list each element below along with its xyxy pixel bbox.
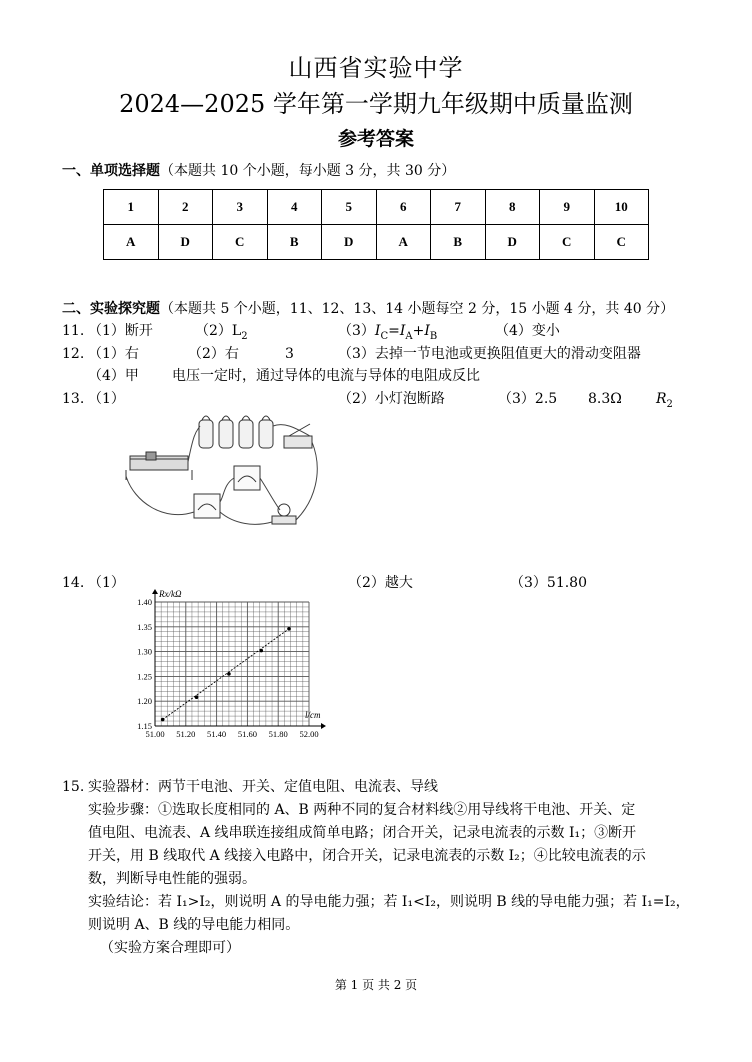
q11-sub-b: B [429,330,438,342]
answer-table-numbers-row [104,190,649,225]
table-cell: C [540,225,595,260]
y-tick-label: 1.30 [137,646,152,657]
table-cell: 6 [376,190,431,225]
x-tick-label: 51.40 [207,729,227,739]
q15-line-2: 实验步骤：①选取长度相同的 A、B 两种不同的复合材料线②用导线将干电池、开关、定 [88,802,636,818]
table-cell: 5 [322,190,377,225]
exam-title: 2024—2025 学年第一学期九年级期中质量监测 [119,90,633,118]
chart-ticks [137,597,318,739]
q11-answer-4: （4）变小 [495,323,560,339]
q14-answer-2: （2）越大 [348,575,413,591]
q15-line-4: 开关，用 B 线取代 A 线接入电路中，闭合开关，记录电流表的示数 I₂；④比较电流表的示 [88,848,646,864]
rheostat [126,452,192,480]
q13-answer-1: （1） [88,391,125,407]
section2-title: 二、实验探究题 [62,301,160,317]
battery-pack [199,416,273,448]
y-axis-arrow [152,589,158,594]
q13-r-sub: 2 [666,398,673,410]
q12-answer-2b: 3 [285,346,294,362]
q11-eq: =I [388,323,406,339]
q15-line-5: 数，判断导电性能的强弱。 [88,871,256,887]
table-cell: A [376,225,431,260]
chart-xlabel: l/cm [305,710,321,720]
table-cell: D [485,225,540,260]
q13-r: R [656,391,667,407]
x-tick-label: 51.60 [237,729,257,739]
q11-answer-2-sub: 2 [241,330,248,342]
section1-note: （本题共 10 个小题，每小题 3 分，共 30 分） [160,163,456,179]
q11-answer-1: （1）断开 [88,323,153,339]
table-cell: 9 [540,190,595,225]
data-point [161,718,165,722]
data-point [227,672,231,676]
q13-answer-3c [656,388,673,416]
answer-table-answers-row [104,225,649,260]
q15-line-3: 值电阻、电流表、A 线串联连接组成简单电路；闭合开关，记录电流表的示数 I₁；③断开 [88,825,637,841]
q15-line-1: 实验器材：两节干电池、开关、定值电阻、电流表、导线 [88,779,438,795]
answer-table [103,189,649,260]
section2-note: （本题共 5 个小题，11、12、13、14 小题每空 2 分，15 小题 4 分，共 40 分） [160,301,675,317]
data-point [195,695,199,699]
school-title: 山西省实验中学 [288,54,464,82]
table-cell: 2 [158,190,213,225]
q15-line-6: 实验结论：若 I₁>I₂，则说明 A 的导电能力强；若 I₁<I₂，则说明 B 线的导电能力强；若 I₁=I₂， [88,894,690,910]
table-cell: D [158,225,213,260]
fit-line [163,629,289,720]
q12-answer-1: （1）右 [88,346,139,362]
y-tick-label: 1.25 [137,671,152,682]
ammeter [194,494,220,518]
x-tick-label: 51.00 [145,729,165,739]
q15-line-8: （实验方案合理即可） [100,940,240,956]
q14-number: 14. [62,575,85,591]
data-point [259,649,263,653]
table-cell: 10 [594,190,649,225]
x-axis-arrow [321,723,326,729]
q13-answer-3: （3）2.5 [498,391,558,407]
section1-heading [62,160,455,182]
q15-number: 15. [62,779,85,795]
section1-title: 一、单项选择题 [62,163,160,179]
q11-number: 11. [62,323,85,339]
section2-heading [62,298,674,320]
q11-answer-2-text: （2）L [195,323,242,339]
table-cell: D [322,225,377,260]
q12-answer-2: （2）右 [188,346,239,362]
y-tick-label: 1.35 [137,621,152,632]
chart-marks [161,627,291,721]
switch [284,424,312,448]
table-cell: B [431,225,486,260]
x-tick-label: 52.00 [299,729,319,739]
q11-i: I [374,323,381,339]
y-tick-label: 1.20 [137,696,152,707]
resistance-length-chart [125,586,345,746]
q15-line-7: 则说明 A、B 线的导电能力相同。 [88,917,300,933]
table-cell: B [267,225,322,260]
page-subtitle: 参考答案 [337,128,414,150]
q12-number: 12. [62,346,85,362]
data-point [287,627,291,631]
q12-answer-3: （3）去掉一节电池或更换阻值更大的滑动变阻器 [338,346,641,362]
q11-sub-c: C [380,330,389,342]
q13-number: 13. [62,391,85,407]
table-cell: A [104,225,159,260]
y-tick-label: 1.40 [137,597,152,607]
table-cell: C [594,225,649,260]
voltmeter [234,466,260,490]
q11-sub-a: A [405,330,413,342]
q12-answer-4b: 电压一定时，通过导体的电流与导体的电阻成反比 [172,368,480,384]
q12-answer-4: （4）甲 [88,368,139,384]
q13-answer-3b: 8.3Ω [588,391,622,407]
lamp [272,504,296,524]
chart-grid [155,602,309,726]
q14-answer-3: （3）51.80 [510,575,587,591]
page-footer: 第 1 页 共 2 页 [334,978,418,992]
q11-plus: +I [412,323,430,339]
q13-answer-2: （2）小灯泡断路 [338,391,445,407]
chart-ylabel: Rx/kΩ [159,589,182,599]
y-tick-label: 1.15 [137,721,152,731]
table-cell: 7 [431,190,486,225]
table-cell: 4 [267,190,322,225]
q11-answer-3-prefix: （3） [338,323,375,339]
table-cell: 3 [213,190,268,225]
x-tick-label: 51.20 [176,729,196,739]
circuit-diagram [124,412,324,532]
table-cell: 8 [485,190,540,225]
x-tick-label: 51.80 [268,729,288,739]
table-cell: 1 [104,190,159,225]
q14-answer-1: （1） [88,575,125,591]
table-cell: C [213,225,268,260]
